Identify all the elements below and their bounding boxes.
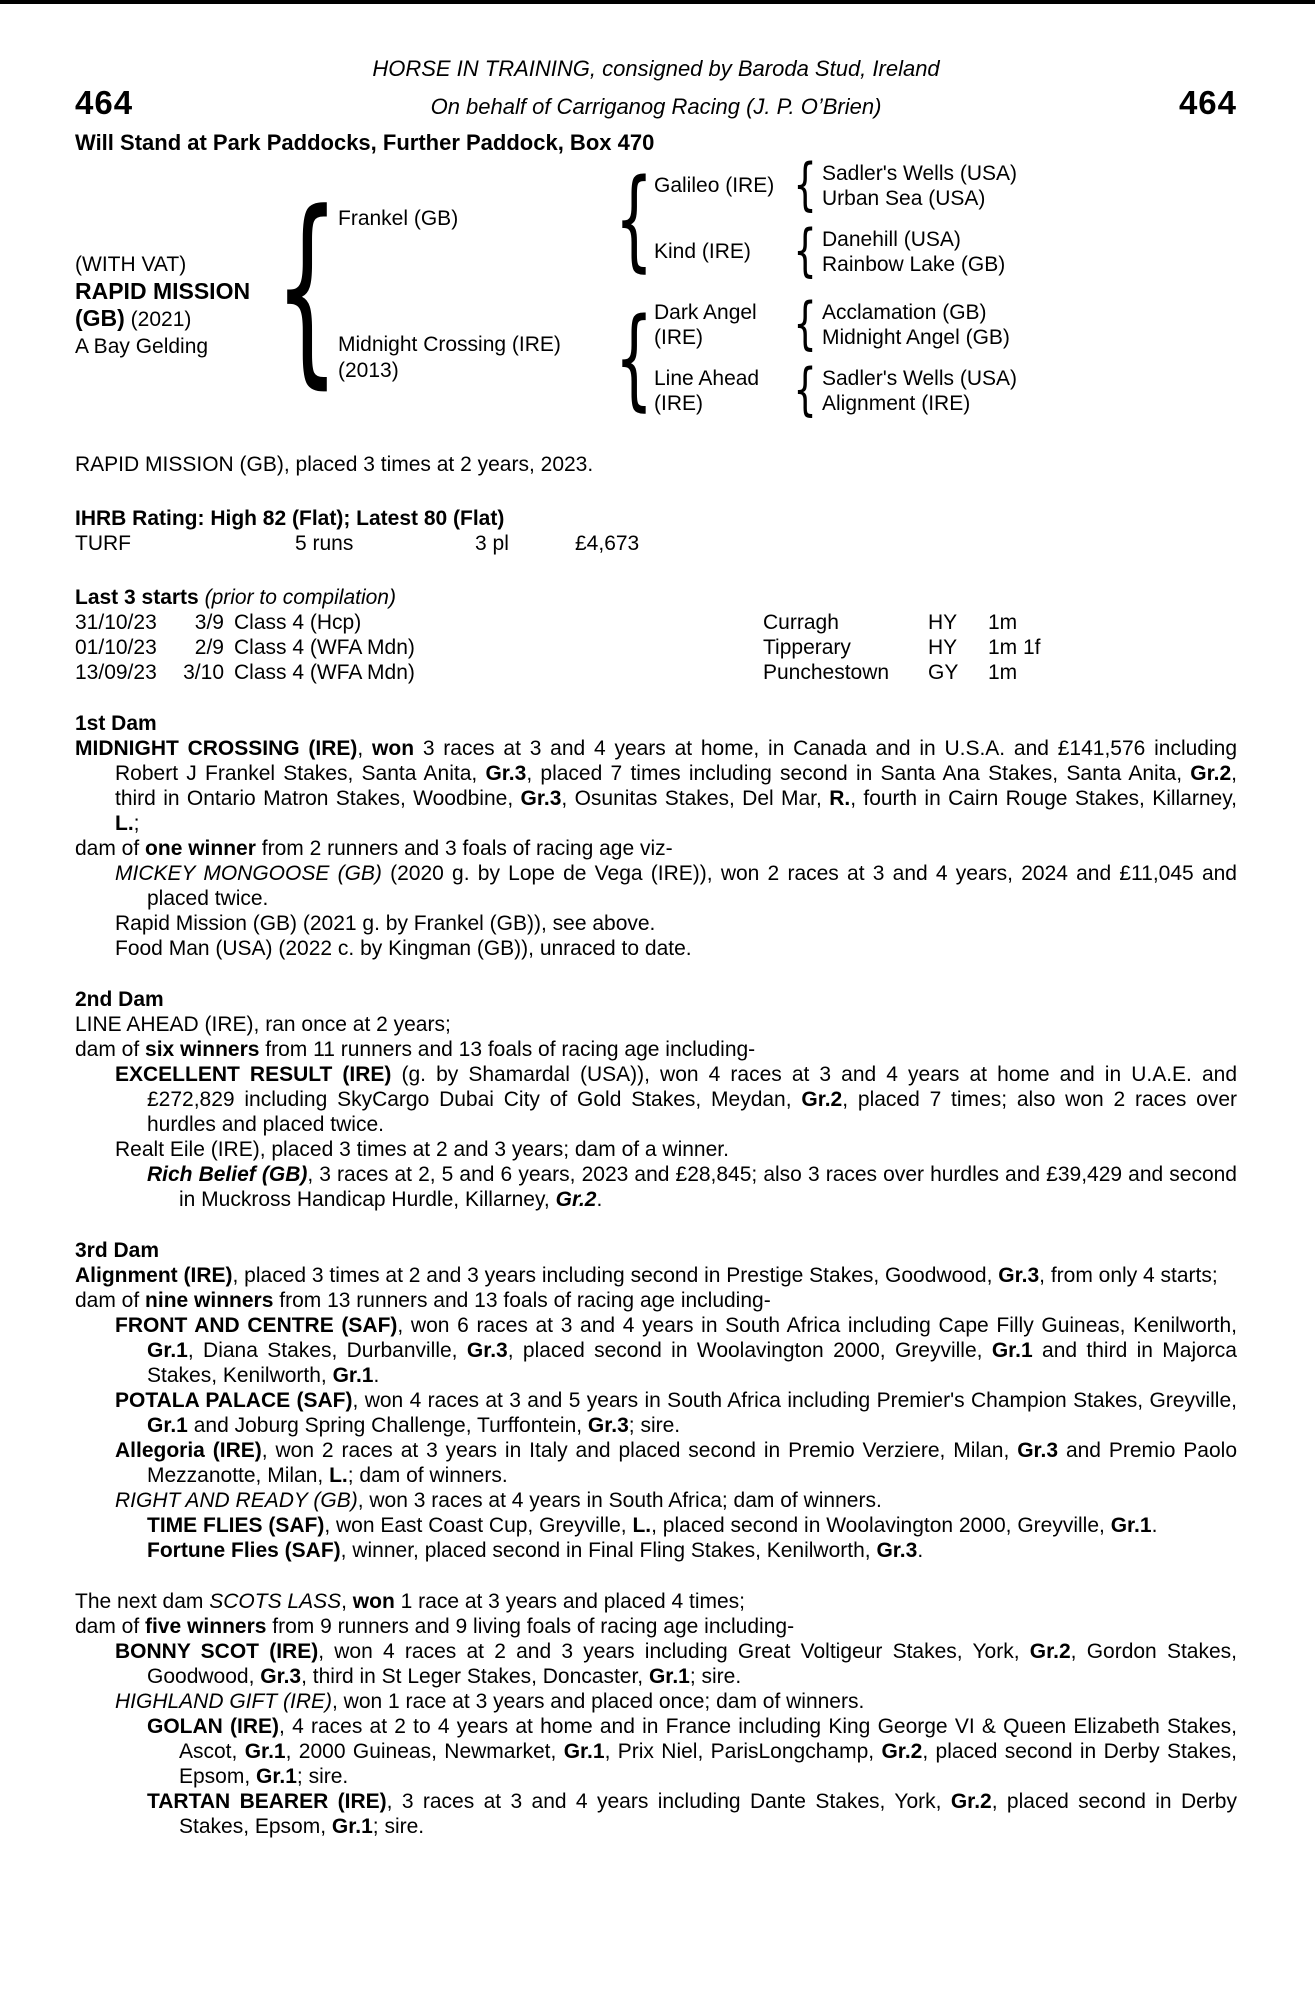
- start-distance: 1m: [988, 611, 1018, 634]
- runs-value: 5 runs: [295, 532, 354, 555]
- start-course: Tipperary: [763, 636, 851, 659]
- catalog-paragraph: GOLAN (IRE), 4 races at 2 to 4 years at home and in France including King George VI & Queen Elizabeth Stakes, Ascot, Gr.1, 2000 Guineas, Newmarket, Gr.1, Prix Niel, ParisLongchamp, Gr.2, placed second in Derby Stakes, Epsom, Gr.1; sire.: [147, 1715, 1238, 1788]
- horse-year: (2021): [130, 307, 192, 331]
- grandsire-branch: [654, 291, 1237, 357]
- grandsire-name: Galileo (IRE): [654, 174, 775, 197]
- catalog-paragraph: TARTAN BEARER (IRE), 3 races at 3 and 4 years including Dante Stakes, York, Gr.2, placed second in Derby Stakes, Epsom, Gr.1; sire.: [147, 1790, 1237, 1838]
- sire-branch: [324, 152, 1237, 284]
- great-grandsire-name: Acclamation (GB): [822, 300, 987, 324]
- brace-icon: {: [274, 168, 340, 407]
- catalog-paragraph: HIGHLAND GIFT (IRE), won 1 race at 3 years and placed once; dam of winners.: [115, 1690, 865, 1713]
- dam-section: [75, 987, 1237, 1212]
- horse-details: [75, 251, 290, 360]
- great-granddam-name: Alignment (IRE): [822, 391, 971, 415]
- start-course: Curragh: [763, 611, 839, 634]
- great-granddam-name: Urban Sea (USA): [822, 186, 986, 210]
- scan-top-edge: [0, 0, 1315, 4]
- pedigree-generations: [324, 152, 1237, 423]
- catalog-paragraph: FRONT AND CENTRE (SAF), won 6 races at 3 and 4 years in South Africa including Cape Filly Guineas, Kenilworth, Gr.1, Diana Stakes, Durbanville, Gr.3, placed second in Woolavington 2000, Greyville, Gr.1 and third in Majorca Stakes, Kenilworth, Gr.1.: [115, 1314, 1237, 1387]
- last-starts-section: [75, 585, 1237, 685]
- consignment-line: HORSE IN TRAINING, consigned by Baroda Stud, Ireland: [372, 56, 940, 81]
- dam-section: [75, 711, 1237, 961]
- last-starts-row: [75, 635, 1237, 660]
- start-going: HY: [928, 611, 958, 634]
- catalog-paragraph: Allegoria (IRE), won 2 races at 3 years in Italy and placed second in Premio Verziere, Milan, Gr.3 and Premio Paolo Mezzanotte, Milan, L.; dam of winners.: [115, 1439, 1237, 1487]
- catalog-paragraph: dam of six winners from 11 runners and 13 foals of racing age including-: [75, 1038, 756, 1061]
- dam-section-heading: 2nd Dam: [75, 988, 164, 1011]
- great-grandsire-name: Sadler's Wells (USA): [822, 366, 1017, 390]
- great-grandsire-name: Sadler's Wells (USA): [822, 161, 1017, 185]
- horse-description: A Bay Gelding: [75, 334, 209, 358]
- placed-value: 3 pl: [475, 532, 509, 555]
- start-going: GY: [928, 661, 959, 684]
- catalog-paragraph: BONNY SCOT (IRE), won 4 races at 2 and 3 years including Great Voltigeur Stakes, York, Gr.2, Gordon Stakes, Goodwood, Gr.3, third in St Leger Stakes, Doncaster, Gr.1; sire.: [115, 1640, 1237, 1688]
- surface-label: TURF: [75, 532, 131, 555]
- race-summary-line: RAPID MISSION (GB), placed 3 times at 2 years, 2023.: [75, 453, 594, 476]
- catalog-paragraph: MIDNIGHT CROSSING (IRE), won 3 races at 3 and 4 years at home, in Canada and in U.S.A. and £141,576 including Robert J Frankel Stakes, Santa Anita, Gr.3, placed 7 times including second in Santa Ana Stakes, Santa Anita, Gr.2, third in Ontario Matron Stakes, Woodbine, Gr.3, Osunitas Stakes, Del Mar, R., fourth in Cairn Rouge Stakes, Killarney, L.;: [75, 737, 1238, 835]
- catalog-paragraph: Realt Eile (IRE), placed 3 times at 2 and 3 years; dam of a winner.: [115, 1138, 729, 1161]
- rating-line: IHRB Rating: High 82 (Flat); Latest 80 (Flat): [75, 507, 505, 530]
- last-starts-row: [75, 610, 1237, 635]
- start-position: 3/10: [183, 661, 224, 684]
- catalog-paragraph: Fortune Flies (SAF), winner, placed second in Final Fling Stakes, Kenilworth, Gr.3.: [147, 1539, 924, 1562]
- dam-section-heading: 1st Dam: [75, 712, 157, 735]
- dam-branch: [324, 291, 1237, 423]
- dam-section-heading: 3rd Dam: [75, 1239, 160, 1262]
- brace-icon: {: [614, 293, 654, 422]
- great-grandsire-name: Danehill (USA): [822, 227, 961, 251]
- lot-number-right: 464: [1178, 84, 1237, 121]
- catalog-paragraph: TIME FLIES (SAF), won East Coast Cup, Greyville, L., placed second in Woolavington 2000, Greyville, Gr.1.: [147, 1514, 1158, 1537]
- catalog-paragraph: RIGHT AND READY (GB), won 3 races at 4 years in South Africa; dam of winners.: [115, 1489, 882, 1512]
- catalog-paragraph: Rich Belief (GB), 3 races at 2, 5 and 6 years, 2023 and £28,845; also 3 races over hurdles and £39,429 and second in Muckross Handicap Hurdle, Killarney, Gr.2.: [147, 1163, 1237, 1211]
- start-date: 31/10/23: [75, 611, 157, 634]
- catalog-paragraph: dam of one winner from 2 runners and 3 foals of racing age viz-: [75, 837, 673, 860]
- catalog-paragraph: EXCELLENT RESULT (IRE) (g. by Shamardal (USA)), won 4 races at 3 and 4 years at home and in U.A.E. and £272,829 including SkyCargo Dubai City of Gold Stakes, Meydan, Gr.2, placed 7 times; also won 2 races over hurdles and placed twice.: [115, 1063, 1238, 1136]
- catalog-paragraph: The next dam SCOTS LASS, won 1 race at 3 years and placed 4 times;: [75, 1590, 745, 1613]
- turf-record-row: [75, 531, 1237, 556]
- dam-year: (2013): [338, 358, 399, 382]
- start-date: 13/09/23: [75, 661, 157, 684]
- catalog-paragraph: dam of nine winners from 13 runners and 13 foals of racing age including-: [75, 1289, 771, 1312]
- brace-icon: {: [793, 218, 817, 284]
- brace-icon: {: [793, 357, 817, 423]
- on-behalf-line: On behalf of Carriganog Racing (J. P. O’Brien): [430, 94, 882, 119]
- last-starts-title: Last 3 starts (prior to compilation): [75, 586, 396, 609]
- start-race: Class 4 (WFA Mdn): [234, 636, 415, 659]
- great-granddam-name: Midnight Angel (GB): [822, 325, 1010, 349]
- start-course: Punchestown: [763, 661, 890, 684]
- catalog-paragraph: dam of five winners from 9 runners and 9 living foals of racing age including-: [75, 1615, 795, 1638]
- brace-icon: {: [793, 152, 817, 218]
- start-going: HY: [928, 636, 958, 659]
- horse-suffix-year: [75, 305, 290, 333]
- horse-name: RAPID MISSION: [75, 277, 251, 304]
- start-position: 2/9: [194, 636, 224, 659]
- catalog-paragraph: MICKEY MONGOOSE (GB) (2020 g. by Lope de Vega (IRE)), won 2 races at 3 and 4 years, 2024 and £11,045 and placed twice.: [115, 862, 1237, 910]
- sire-name: Frankel (GB): [338, 206, 459, 230]
- great-granddam-name: Rainbow Lake (GB): [822, 252, 1006, 276]
- dam-name: Midnight Crossing (IRE) (2013): [338, 332, 561, 382]
- catalog-paragraph: Food Man (USA) (2022 c. by Kingman (GB)), unraced to date.: [115, 937, 692, 960]
- granddam-name: Line Ahead (IRE): [654, 366, 760, 415]
- last-starts-row: [75, 660, 1237, 685]
- last-starts-note: (prior to compilation): [204, 586, 396, 609]
- grandsire-branch: [654, 152, 1237, 218]
- lot-number-left: 464: [75, 84, 134, 121]
- granddam-name: Kind (IRE): [654, 240, 751, 263]
- lot-row: [75, 85, 1237, 121]
- start-position: 3/9: [194, 611, 224, 634]
- stand-location-line: Will Stand at Park Paddocks, Further Paddock, Box 470: [75, 130, 655, 155]
- catalog-paragraph: POTALA PALACE (SAF), won 4 races at 3 and 5 years in South Africa including Premier's Champion Stakes, Greyville, Gr.1 and Joburg Spring Challenge, Turffontein, Gr.3; sire.: [115, 1389, 1237, 1437]
- dam-section: [75, 1238, 1237, 1563]
- brace-icon: {: [793, 291, 817, 357]
- grandsire-name: Dark Angel (IRE): [654, 300, 757, 349]
- brace-icon: {: [614, 154, 654, 283]
- granddam-branch: [654, 357, 1237, 423]
- start-race: Class 4 (Hcp): [234, 611, 362, 634]
- horse-suffix: (GB): [75, 304, 125, 331]
- start-date: 01/10/23: [75, 636, 157, 659]
- vat-note: (WITH VAT): [75, 252, 187, 276]
- start-distance: 1m: [988, 661, 1018, 684]
- pedigree-table: [75, 152, 1237, 423]
- catalog-paragraph: Rapid Mission (GB) (2021 g. by Frankel (GB)), see above.: [115, 912, 656, 935]
- start-race: Class 4 (WFA Mdn): [234, 661, 415, 684]
- earnings-value: £4,673: [575, 532, 640, 555]
- dam-section: [75, 1589, 1237, 1839]
- granddam-branch: [654, 218, 1237, 284]
- dam-sections: [75, 711, 1237, 1839]
- catalog-paragraph: LINE AHEAD (IRE), ran once at 2 years;: [75, 1013, 451, 1036]
- start-distance: 1m 1f: [988, 636, 1041, 659]
- catalog-paragraph: Alignment (IRE), placed 3 times at 2 and 3 years including second in Prestige Stakes, Goodwood, Gr.3, from only 4 starts;: [75, 1264, 1218, 1287]
